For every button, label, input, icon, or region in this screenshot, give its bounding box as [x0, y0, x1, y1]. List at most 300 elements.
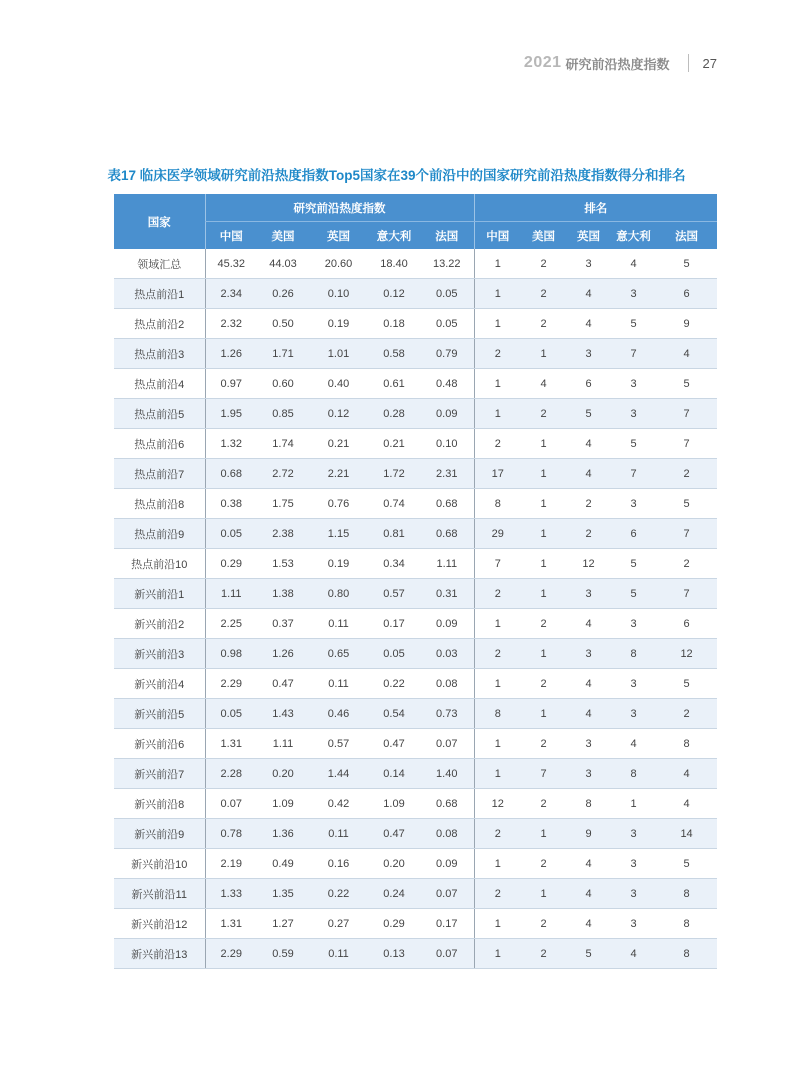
rank-cell: 5 — [566, 939, 611, 969]
index-cell: 0.76 — [309, 489, 368, 519]
index-cell: 0.17 — [420, 909, 474, 939]
table-row — [114, 909, 717, 939]
index-cell: 0.20 — [257, 759, 309, 789]
index-cell: 0.18 — [368, 309, 420, 339]
rank-cell: 1 — [474, 249, 521, 279]
rank-cell: 7 — [656, 519, 717, 549]
index-cell: 0.46 — [309, 699, 368, 729]
index-cell: 0.14 — [368, 759, 420, 789]
index-cell: 0.31 — [420, 579, 474, 609]
row-label: 领域汇总 — [114, 249, 205, 279]
index-cell: 1.71 — [257, 339, 309, 369]
index-cell: 0.81 — [368, 519, 420, 549]
rank-cell: 8 — [474, 489, 521, 519]
index-cell: 2.25 — [205, 609, 257, 639]
row-label: 新兴前沿7 — [114, 759, 205, 789]
index-cell: 0.12 — [368, 279, 420, 309]
rank-cell: 29 — [474, 519, 521, 549]
index-cell: 0.79 — [420, 339, 474, 369]
rank-cell: 3 — [611, 369, 656, 399]
index-cell: 0.19 — [309, 549, 368, 579]
index-cell: 1.75 — [257, 489, 309, 519]
rank-cell: 1 — [474, 759, 521, 789]
row-label: 热点前沿10 — [114, 549, 205, 579]
index-cell: 1.11 — [205, 579, 257, 609]
rank-cell: 1 — [474, 909, 521, 939]
row-label: 热点前沿7 — [114, 459, 205, 489]
rank-cell: 3 — [566, 729, 611, 759]
rank-cell: 14 — [656, 819, 717, 849]
table-row — [114, 489, 717, 519]
rank-cell: 3 — [611, 489, 656, 519]
table-row — [114, 549, 717, 579]
rank-cell: 1 — [521, 339, 566, 369]
rank-cell: 4 — [521, 369, 566, 399]
row-label: 新兴前沿1 — [114, 579, 205, 609]
header-rank-country: 意大利 — [611, 222, 656, 250]
rank-cell: 3 — [566, 639, 611, 669]
rank-cell: 4 — [566, 279, 611, 309]
index-cell: 20.60 — [309, 249, 368, 279]
rank-cell: 3 — [611, 879, 656, 909]
index-cell: 0.08 — [420, 669, 474, 699]
header-rank-country: 美国 — [521, 222, 566, 250]
rank-cell: 4 — [611, 939, 656, 969]
page-header — [0, 52, 717, 74]
rank-cell: 4 — [566, 669, 611, 699]
rank-cell: 2 — [656, 549, 717, 579]
rank-cell: 4 — [566, 879, 611, 909]
index-cell: 0.11 — [309, 819, 368, 849]
index-cell: 0.29 — [368, 909, 420, 939]
index-cell: 0.78 — [205, 819, 257, 849]
rank-cell: 1 — [521, 579, 566, 609]
rank-cell: 1 — [611, 789, 656, 819]
index-cell: 0.68 — [420, 489, 474, 519]
header-index-country: 英国 — [309, 222, 368, 250]
index-cell: 0.07 — [420, 729, 474, 759]
rank-cell: 7 — [656, 429, 717, 459]
rank-cell: 1 — [474, 939, 521, 969]
rank-cell: 6 — [611, 519, 656, 549]
rank-cell: 7 — [656, 579, 717, 609]
row-label: 热点前沿6 — [114, 429, 205, 459]
rank-cell: 2 — [521, 939, 566, 969]
rank-cell: 1 — [521, 519, 566, 549]
rank-cell: 4 — [611, 729, 656, 759]
rank-cell: 3 — [611, 819, 656, 849]
rank-cell: 5 — [611, 549, 656, 579]
index-cell: 0.68 — [205, 459, 257, 489]
rank-cell: 12 — [566, 549, 611, 579]
index-cell: 0.73 — [420, 699, 474, 729]
table-row — [114, 849, 717, 879]
index-cell: 1.74 — [257, 429, 309, 459]
index-cell: 0.13 — [368, 939, 420, 969]
index-cell: 0.65 — [309, 639, 368, 669]
rank-cell: 1 — [474, 729, 521, 759]
header-title: 研究前沿热度指数 — [565, 56, 670, 72]
index-cell: 0.10 — [309, 279, 368, 309]
rank-cell: 1 — [474, 369, 521, 399]
index-cell: 0.38 — [205, 489, 257, 519]
index-cell: 2.19 — [205, 849, 257, 879]
rank-cell: 3 — [611, 399, 656, 429]
row-label: 新兴前沿5 — [114, 699, 205, 729]
rank-cell: 2 — [474, 639, 521, 669]
table-row — [114, 639, 717, 669]
index-cell: 0.21 — [309, 429, 368, 459]
rank-cell: 3 — [611, 279, 656, 309]
rank-cell: 4 — [611, 249, 656, 279]
rank-cell: 5 — [611, 579, 656, 609]
rank-cell: 8 — [566, 789, 611, 819]
index-cell: 0.28 — [368, 399, 420, 429]
rank-cell: 2 — [566, 519, 611, 549]
rank-cell: 2 — [656, 459, 717, 489]
table-row — [114, 459, 717, 489]
index-cell: 0.26 — [257, 279, 309, 309]
rank-cell: 8 — [656, 909, 717, 939]
header-rank-country: 中国 — [474, 222, 521, 250]
index-cell: 0.11 — [309, 609, 368, 639]
table-row — [114, 729, 717, 759]
rank-cell: 3 — [566, 579, 611, 609]
table-row — [114, 519, 717, 549]
rank-cell: 6 — [656, 609, 717, 639]
rank-cell: 2 — [656, 699, 717, 729]
rank-cell: 1 — [474, 279, 521, 309]
index-cell: 1.72 — [368, 459, 420, 489]
rank-cell: 5 — [611, 429, 656, 459]
index-cell: 0.58 — [368, 339, 420, 369]
rank-cell: 1 — [521, 549, 566, 579]
table-row — [114, 279, 717, 309]
rank-cell: 6 — [566, 369, 611, 399]
index-cell: 0.09 — [420, 849, 474, 879]
table-row — [114, 339, 717, 369]
index-cell: 2.38 — [257, 519, 309, 549]
index-cell: 1.11 — [420, 549, 474, 579]
index-cell: 0.05 — [368, 639, 420, 669]
index-cell: 1.01 — [309, 339, 368, 369]
index-cell: 0.68 — [420, 519, 474, 549]
index-cell: 0.03 — [420, 639, 474, 669]
rank-cell: 4 — [566, 309, 611, 339]
index-cell: 2.31 — [420, 459, 474, 489]
page-number: 27 — [702, 55, 717, 71]
table-caption: 表17 临床医学领域研究前沿热度指数Top5国家在39个前沿中的国家研究前沿热度指数得分和排名 — [107, 168, 686, 183]
index-cell: 0.49 — [257, 849, 309, 879]
rank-cell: 2 — [521, 609, 566, 639]
rank-cell: 8 — [474, 699, 521, 729]
rank-cell: 1 — [521, 489, 566, 519]
row-label: 热点前沿1 — [114, 279, 205, 309]
row-label: 新兴前沿12 — [114, 909, 205, 939]
index-cell: 44.03 — [257, 249, 309, 279]
rank-cell: 2 — [474, 339, 521, 369]
rank-cell: 12 — [474, 789, 521, 819]
index-cell: 0.19 — [309, 309, 368, 339]
rank-cell: 1 — [521, 879, 566, 909]
index-cell: 0.47 — [368, 729, 420, 759]
index-cell: 0.08 — [420, 819, 474, 849]
rank-cell: 5 — [566, 399, 611, 429]
index-cell: 1.09 — [368, 789, 420, 819]
rank-cell: 9 — [566, 819, 611, 849]
header-divider — [688, 54, 689, 72]
rank-cell: 2 — [474, 579, 521, 609]
index-cell: 0.22 — [368, 669, 420, 699]
index-cell: 0.54 — [368, 699, 420, 729]
row-label: 新兴前沿10 — [114, 849, 205, 879]
rank-cell: 4 — [656, 339, 717, 369]
index-cell: 1.35 — [257, 879, 309, 909]
index-cell: 2.29 — [205, 939, 257, 969]
index-cell: 2.72 — [257, 459, 309, 489]
table-row — [114, 609, 717, 639]
table-row — [114, 309, 717, 339]
index-cell: 0.05 — [420, 309, 474, 339]
index-cell: 1.44 — [309, 759, 368, 789]
index-cell: 2.29 — [205, 669, 257, 699]
rank-cell: 4 — [656, 789, 717, 819]
rank-cell: 4 — [566, 699, 611, 729]
index-cell: 0.22 — [309, 879, 368, 909]
row-label: 新兴前沿4 — [114, 669, 205, 699]
rank-cell: 2 — [521, 309, 566, 339]
index-cell: 0.57 — [309, 729, 368, 759]
index-cell: 0.12 — [309, 399, 368, 429]
row-label: 新兴前沿8 — [114, 789, 205, 819]
index-cell: 0.98 — [205, 639, 257, 669]
rank-cell: 1 — [521, 639, 566, 669]
row-label: 新兴前沿11 — [114, 879, 205, 909]
index-cell: 1.38 — [257, 579, 309, 609]
rank-cell: 8 — [611, 639, 656, 669]
rank-cell: 3 — [611, 849, 656, 879]
rank-cell: 8 — [656, 939, 717, 969]
index-cell: 1.31 — [205, 729, 257, 759]
header-rank-country: 英国 — [566, 222, 611, 250]
index-cell: 0.05 — [420, 279, 474, 309]
index-cell: 0.68 — [420, 789, 474, 819]
rank-cell: 3 — [566, 759, 611, 789]
index-cell: 0.61 — [368, 369, 420, 399]
rank-cell: 4 — [566, 909, 611, 939]
index-cell: 1.27 — [257, 909, 309, 939]
table-row — [114, 939, 717, 969]
rank-cell: 2 — [521, 399, 566, 429]
index-cell: 0.11 — [309, 669, 368, 699]
index-cell: 1.36 — [257, 819, 309, 849]
index-cell: 1.40 — [420, 759, 474, 789]
index-cell: 0.07 — [205, 789, 257, 819]
index-cell: 13.22 — [420, 249, 474, 279]
rank-cell: 3 — [611, 609, 656, 639]
table-row — [114, 699, 717, 729]
index-cell: 2.32 — [205, 309, 257, 339]
index-cell: 0.05 — [205, 519, 257, 549]
index-cell: 1.53 — [257, 549, 309, 579]
rank-cell: 7 — [611, 339, 656, 369]
table-header-row-1 — [114, 194, 717, 222]
index-cell: 0.05 — [205, 699, 257, 729]
rank-cell: 4 — [566, 609, 611, 639]
index-cell: 0.47 — [368, 819, 420, 849]
rank-cell: 1 — [474, 309, 521, 339]
header-index-country: 法国 — [420, 222, 474, 250]
rank-cell: 1 — [521, 459, 566, 489]
index-cell: 0.40 — [309, 369, 368, 399]
rank-cell: 12 — [656, 639, 717, 669]
table-header-row-2 — [114, 222, 717, 250]
rank-cell: 1 — [474, 399, 521, 429]
index-cell: 1.33 — [205, 879, 257, 909]
header-rank-country: 法国 — [656, 222, 717, 250]
rank-cell: 5 — [656, 369, 717, 399]
rank-cell: 7 — [474, 549, 521, 579]
index-cell: 0.59 — [257, 939, 309, 969]
rank-cell: 9 — [656, 309, 717, 339]
index-cell: 18.40 — [368, 249, 420, 279]
index-cell: 0.85 — [257, 399, 309, 429]
rank-cell: 3 — [566, 339, 611, 369]
rank-cell: 2 — [521, 849, 566, 879]
table-row — [114, 759, 717, 789]
index-cell: 0.17 — [368, 609, 420, 639]
index-cell: 0.37 — [257, 609, 309, 639]
index-cell: 1.09 — [257, 789, 309, 819]
rank-cell: 5 — [611, 309, 656, 339]
index-cell: 0.48 — [420, 369, 474, 399]
rank-cell: 3 — [566, 249, 611, 279]
row-label: 新兴前沿2 — [114, 609, 205, 639]
header-index-country: 意大利 — [368, 222, 420, 250]
rank-cell: 7 — [611, 459, 656, 489]
rank-cell: 5 — [656, 849, 717, 879]
index-cell: 0.42 — [309, 789, 368, 819]
rank-cell: 2 — [566, 489, 611, 519]
table-body — [114, 249, 717, 969]
rank-cell: 4 — [566, 849, 611, 879]
index-cell: 0.24 — [368, 879, 420, 909]
rank-cell: 5 — [656, 489, 717, 519]
index-cell: 0.11 — [309, 939, 368, 969]
index-cell: 1.11 — [257, 729, 309, 759]
rank-cell: 2 — [474, 879, 521, 909]
rank-cell: 1 — [474, 669, 521, 699]
index-cell: 0.50 — [257, 309, 309, 339]
index-cell: 1.26 — [205, 339, 257, 369]
rank-cell: 17 — [474, 459, 521, 489]
index-cell: 0.97 — [205, 369, 257, 399]
index-cell: 0.80 — [309, 579, 368, 609]
rank-cell: 4 — [566, 429, 611, 459]
index-cell: 0.27 — [309, 909, 368, 939]
index-cell: 2.28 — [205, 759, 257, 789]
header-country: 国家 — [114, 194, 205, 249]
index-cell: 1.15 — [309, 519, 368, 549]
table-row — [114, 369, 717, 399]
index-cell: 0.74 — [368, 489, 420, 519]
row-label: 新兴前沿3 — [114, 639, 205, 669]
row-label: 新兴前沿6 — [114, 729, 205, 759]
rank-cell: 7 — [521, 759, 566, 789]
ranking-table — [114, 194, 717, 969]
index-cell: 1.31 — [205, 909, 257, 939]
table-row — [114, 819, 717, 849]
index-cell: 0.20 — [368, 849, 420, 879]
index-cell: 0.21 — [368, 429, 420, 459]
rank-cell: 2 — [521, 249, 566, 279]
rank-cell: 7 — [656, 399, 717, 429]
rank-cell: 2 — [521, 279, 566, 309]
index-cell: 1.95 — [205, 399, 257, 429]
rank-cell: 3 — [611, 669, 656, 699]
row-label: 新兴前沿13 — [114, 939, 205, 969]
index-cell: 0.09 — [420, 399, 474, 429]
index-cell: 1.32 — [205, 429, 257, 459]
index-cell: 45.32 — [205, 249, 257, 279]
rank-cell: 3 — [611, 699, 656, 729]
row-label: 热点前沿3 — [114, 339, 205, 369]
rank-cell: 6 — [656, 279, 717, 309]
rank-cell: 8 — [656, 879, 717, 909]
table-row — [114, 789, 717, 819]
rank-cell: 1 — [521, 819, 566, 849]
index-cell: 0.10 — [420, 429, 474, 459]
index-cell: 0.07 — [420, 879, 474, 909]
row-label: 热点前沿4 — [114, 369, 205, 399]
table-row — [114, 429, 717, 459]
row-label: 热点前沿9 — [114, 519, 205, 549]
index-cell: 0.57 — [368, 579, 420, 609]
index-cell: 1.43 — [257, 699, 309, 729]
rank-cell: 2 — [521, 909, 566, 939]
rank-cell: 4 — [566, 459, 611, 489]
index-cell: 0.47 — [257, 669, 309, 699]
index-cell: 0.07 — [420, 939, 474, 969]
header-group-index: 研究前沿热度指数 — [205, 194, 474, 222]
rank-cell: 8 — [611, 759, 656, 789]
header-index-country: 美国 — [257, 222, 309, 250]
index-cell: 0.16 — [309, 849, 368, 879]
rank-cell: 1 — [521, 429, 566, 459]
rank-cell: 1 — [474, 609, 521, 639]
rank-cell: 5 — [656, 669, 717, 699]
rank-cell: 2 — [474, 429, 521, 459]
table-row — [114, 579, 717, 609]
rank-cell: 2 — [521, 729, 566, 759]
index-cell: 2.34 — [205, 279, 257, 309]
table-row — [114, 669, 717, 699]
rank-cell: 2 — [521, 789, 566, 819]
index-cell: 0.60 — [257, 369, 309, 399]
row-label: 热点前沿2 — [114, 309, 205, 339]
rank-cell: 1 — [474, 849, 521, 879]
row-label: 新兴前沿9 — [114, 819, 205, 849]
rank-cell: 1 — [521, 699, 566, 729]
index-cell: 2.21 — [309, 459, 368, 489]
index-cell: 1.26 — [257, 639, 309, 669]
rank-cell: 4 — [656, 759, 717, 789]
index-cell: 0.34 — [368, 549, 420, 579]
rank-cell: 2 — [474, 819, 521, 849]
header-year: 2021 — [523, 54, 562, 71]
row-label: 热点前沿5 — [114, 399, 205, 429]
table-row — [114, 879, 717, 909]
